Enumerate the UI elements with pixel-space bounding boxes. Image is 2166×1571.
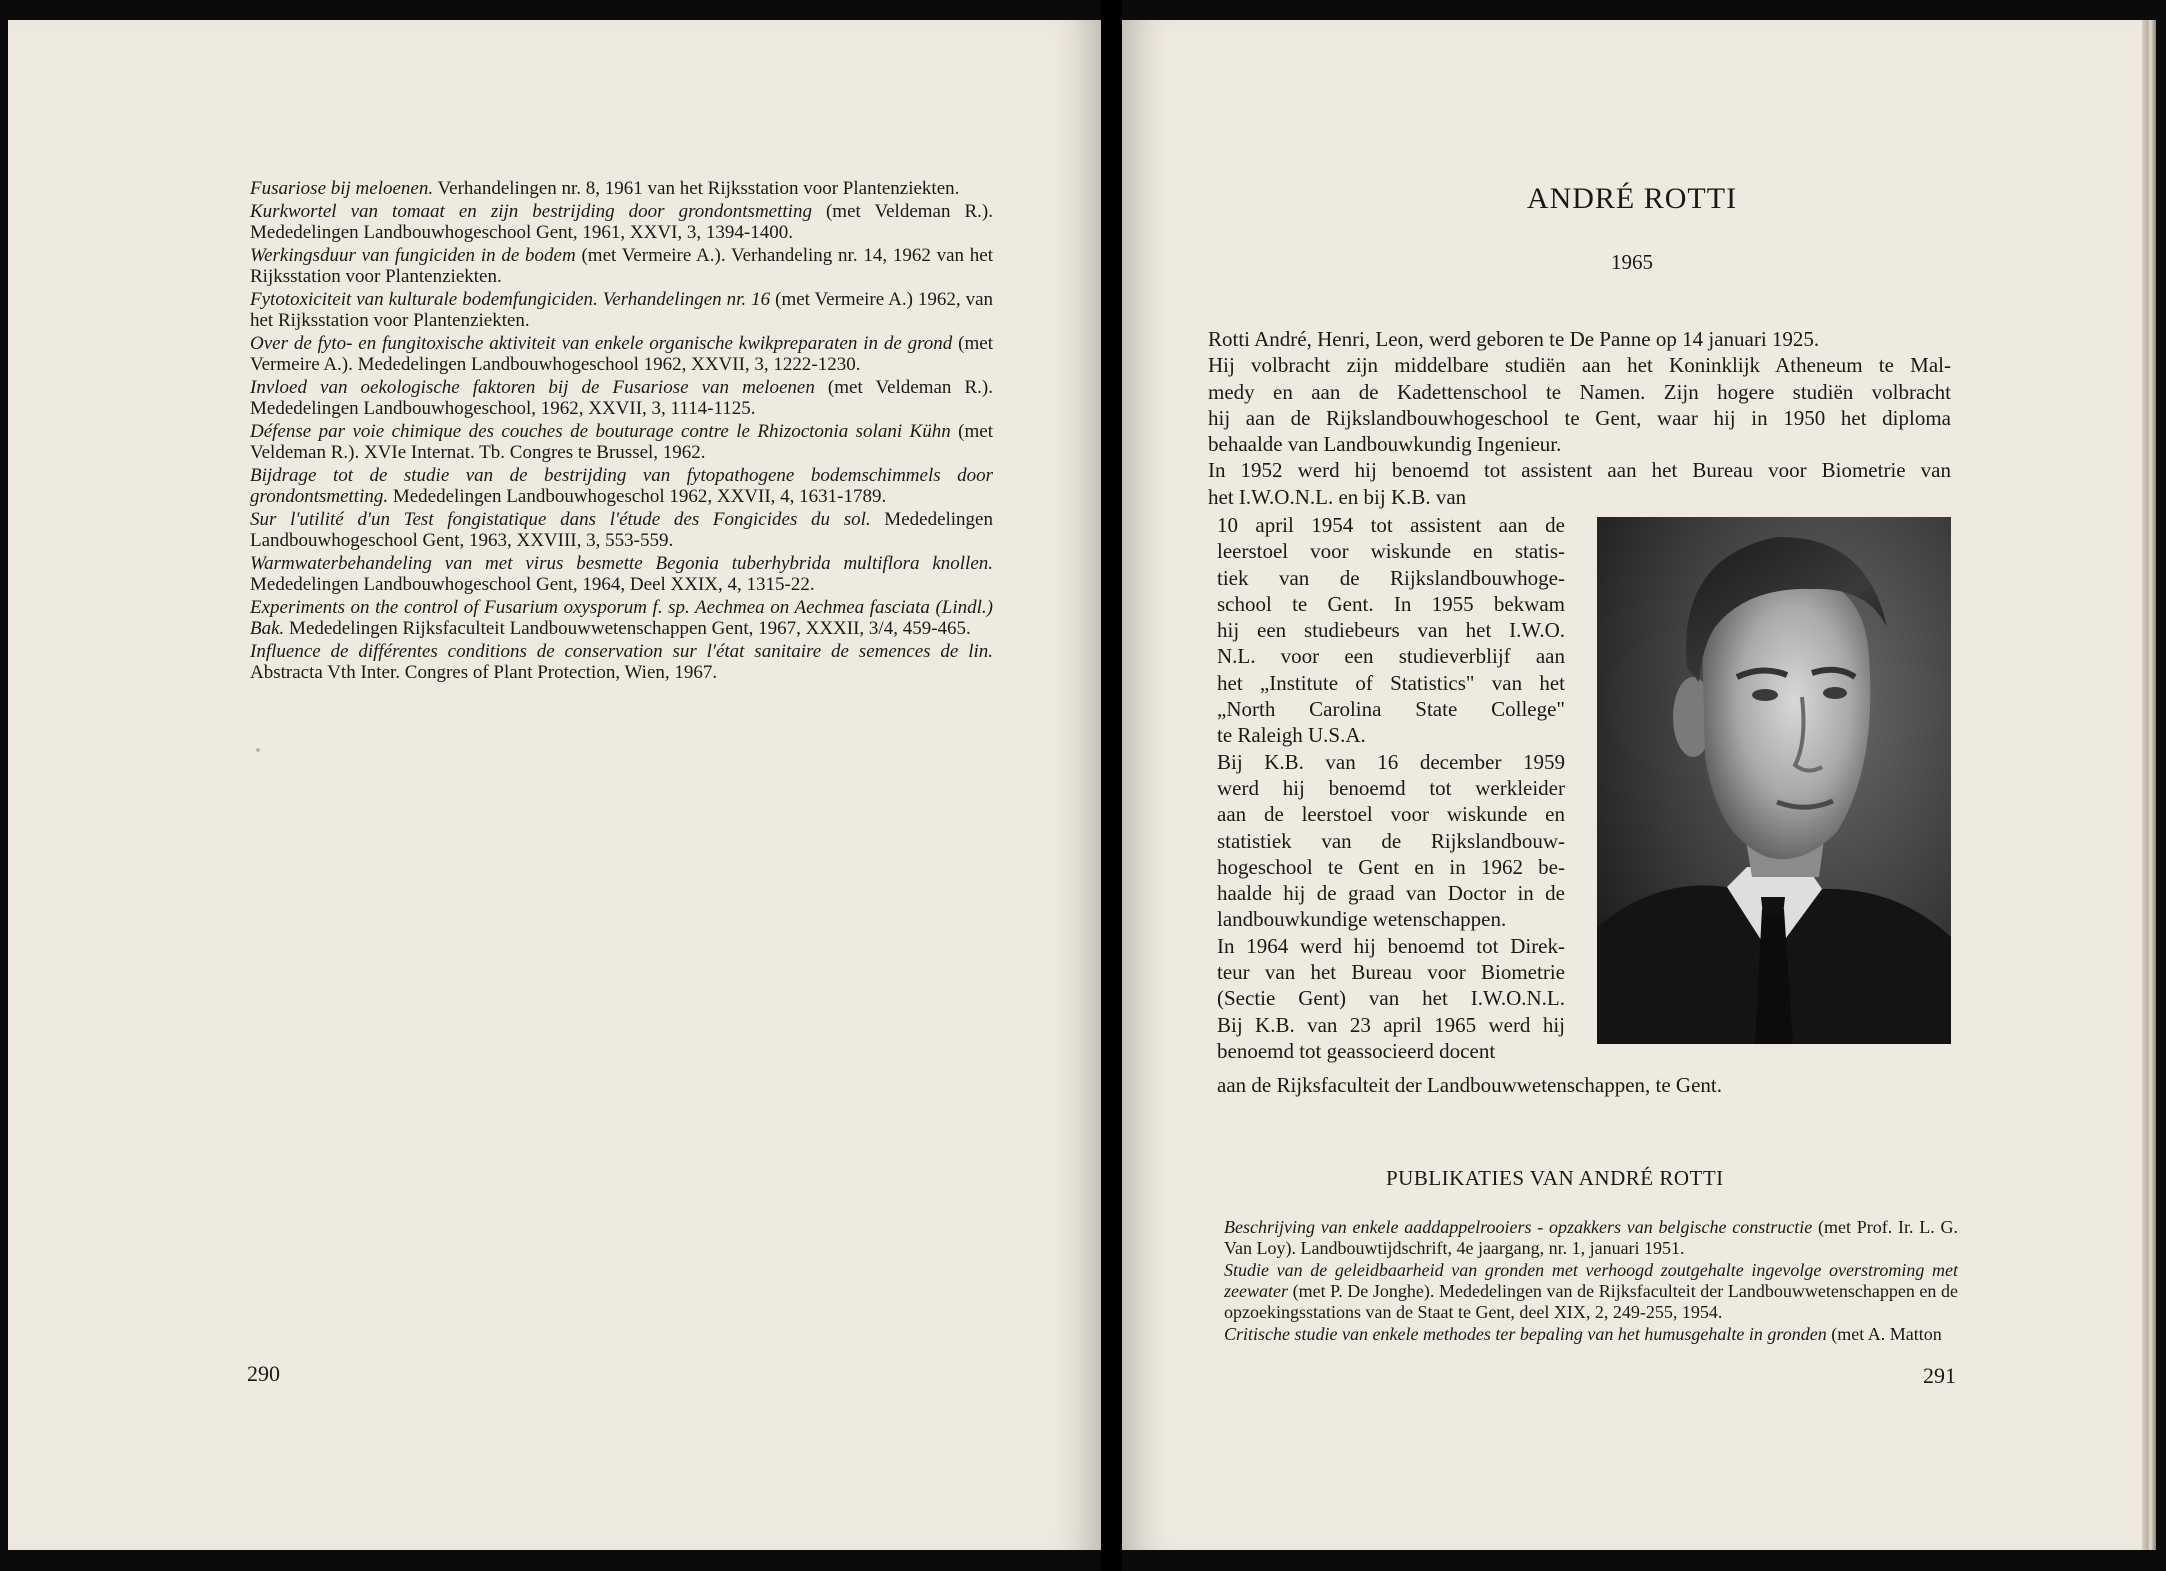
bibliography-entry bbox=[250, 333, 993, 376]
entry-title: Werkingsduur van fungiciden in de bodem bbox=[250, 244, 576, 266]
bibliography-entry bbox=[250, 289, 993, 332]
bibliography-entry bbox=[1224, 1260, 1958, 1323]
biography-line: benoemd tot geassocieerd docent bbox=[1217, 1038, 1496, 1063]
entry-details: Verhandelingen nr. 8, 1961 van het Rijksstation voor Plantenziekten. bbox=[433, 178, 960, 199]
biography-line: school te Gent. In 1955 bekwam bbox=[1217, 591, 1565, 616]
bibliography-entry bbox=[1224, 1324, 1958, 1345]
biography-line: In 1964 werd hij benoemd tot Direk- bbox=[1217, 933, 1565, 958]
entry-title: Défense par voie chimique des couches de bouturage contre le Rhizoctonia solani Kühn bbox=[250, 420, 951, 442]
biography-line: tiek van de Rijkslandbouwhoge- bbox=[1217, 565, 1565, 590]
bibliography-entry bbox=[250, 553, 993, 596]
biography-line: hogeschool te Gent en in 1962 be- bbox=[1217, 854, 1565, 879]
biography-line: (Sectie Gent) van het I.W.O.N.L. bbox=[1217, 986, 1565, 1011]
entry-title: Beschrijving van enkele aaddappelrooiers - opzakkers van belgische constructie bbox=[1224, 1217, 1813, 1237]
entry-details: (met Vermeire A.) 1962, van het Rijksstation voor Plantenziekten. bbox=[250, 288, 993, 331]
biography-line: aan de Rijksfaculteit der Landbouwwetenschappen, te Gent. bbox=[1217, 1073, 1722, 1097]
biography-line: hij aan de Rijkslandbouwhogeschool te Gent, waar hij in 1950 het diploma bbox=[1208, 405, 1951, 430]
page-edge bbox=[2142, 20, 2156, 1550]
bibliography-entry bbox=[250, 421, 993, 464]
entry-details: (met Veldeman R.). XVIe Internat. Tb. Congres te Brussel, 1962. bbox=[250, 420, 993, 463]
entry-details: Mededelingen Landbouwhogeschool Gent, 1963, XXVIII, 3, 553-559. bbox=[250, 508, 993, 551]
page-number-right: 291 bbox=[1923, 1363, 1956, 1388]
entry-details: Mededelingen Landbouwhogeschol 1962, XXVII, 4, 1631-1789. bbox=[388, 486, 887, 507]
entry-title: Bijdrage tot de studie van de bestrijding van fytopathogene bodemschimmels door grondontsmetting. bbox=[250, 464, 993, 507]
entry-title: Over de fyto- en fungitoxische aktiviteit van enkele organische kwikpreparaten in de grond bbox=[250, 332, 953, 354]
book-gutter bbox=[1101, 0, 1122, 1571]
biography-line: het I.W.O.N.L. en bij K.B. van bbox=[1208, 484, 1467, 509]
entry-details: (met Vermeire A.). Verhandeling nr. 14, 1962 van het Rijksstation voor Plantenziekten. bbox=[250, 244, 993, 287]
entry-details: Mededelingen Landbouwhogeschool Gent, 1964, Deel XXIX, 4, 1315-22. bbox=[250, 574, 815, 595]
entry-details: Mededelingen Rijksfaculteit Landbouwwetenschappen Gent, 1967, XXXII, 3/4, 459-465. bbox=[284, 618, 971, 639]
entry-details: (met A. Matton bbox=[1826, 1324, 1942, 1344]
entry-title: Influence de différentes conditions de conservation sur l'état sanitaire de semences de lin. bbox=[250, 640, 993, 662]
biography-top bbox=[1208, 326, 1951, 510]
biography-line: behaalde van Landbouwkundig Ingenieur. bbox=[1208, 432, 1562, 457]
bibliography-entry bbox=[250, 641, 993, 684]
biography-line: In 1952 werd hij benoemd tot assistent aan het Bureau voor Biometrie van bbox=[1208, 458, 1951, 483]
entry-details: (met Veldeman R.). Mededelingen Landbouwhogeschool Gent, 1961, XXVI, 3, 1394-1400. bbox=[250, 200, 993, 243]
right-bibliography bbox=[1224, 1217, 1958, 1346]
biography-line: landbouwkundige wetenschappen. bbox=[1217, 907, 1507, 932]
biography-line: statistiek van de Rijkslandbouw- bbox=[1217, 828, 1565, 853]
biography-line: Bij K.B. van 23 april 1965 werd hij bbox=[1217, 1012, 1565, 1037]
biography-line: haalde hij de graad van Doctor in de bbox=[1217, 881, 1565, 906]
entry-details: (met Prof. Ir. L. G. Van Loy). Landbouwtijdschrift, 4e jaargang, nr. 1, januari 1951. bbox=[1224, 1217, 1958, 1258]
bibliography-entry bbox=[250, 178, 993, 200]
entry-title: Warmwaterbehandeling van met virus besmette Begonia tuberhybrida multiflora knollen. bbox=[250, 552, 993, 574]
biography-line: het „Institute of Statistics" van het bbox=[1217, 670, 1565, 695]
entry-title: Fusariose bij meloenen. bbox=[250, 178, 434, 199]
biography-wrap bbox=[1217, 512, 1565, 1064]
bibliography-entry bbox=[250, 465, 993, 508]
biography-line: 10 april 1954 tot assistent aan de bbox=[1217, 513, 1565, 537]
entry-title: Studie van de geleidbaarheid van gronden met verhoogd zoutgehalte ingevolge overstroming met zeewater bbox=[1224, 1260, 1958, 1301]
publications-heading: PUBLIKATIES VAN ANDRÉ ROTTI bbox=[1386, 1166, 1724, 1190]
biography-line: aan de leerstoel voor wiskunde en bbox=[1217, 802, 1565, 827]
person-year: 1965 bbox=[1611, 250, 1653, 274]
entry-title: Critische studie van enkele methodes ter bepaling van het humusgehalte in gronden bbox=[1224, 1324, 1827, 1344]
bibliography-entry bbox=[1224, 1217, 1958, 1259]
biography-line: „North Carolina State College" bbox=[1217, 697, 1565, 722]
person-name: ANDRÉ ROTTI bbox=[1526, 182, 1738, 215]
biography-line: leerstoel voor wiskunde en statis- bbox=[1217, 539, 1565, 564]
left-bibliography bbox=[250, 178, 993, 685]
biography-line: teur van het Bureau voor Biometrie bbox=[1217, 960, 1565, 985]
portrait-photo-icon bbox=[1597, 517, 1951, 1044]
entry-title: Kurkwortel van tomaat en zijn bestrijding door grondontsmetting bbox=[250, 200, 812, 222]
entry-title: Fytotoxiciteit van kulturale bodemfungiciden. Verhandelingen nr. 16 bbox=[250, 288, 771, 310]
bibliography-entry bbox=[250, 245, 993, 288]
biography-line: Rotti André, Henri, Leon, werd geboren te De Panne op 14 januari 1925. bbox=[1208, 327, 1820, 351]
biography-line: hij een studiebeurs van het I.W.O. bbox=[1217, 618, 1565, 643]
entry-details: (met Vermeire A.). Mededelingen Landbouwhogeschool 1962, XXVII, 3, 1222-1230. bbox=[250, 332, 993, 375]
biography-line: Hij volbracht zijn middelbare studiën aan het Koninklijk Atheneum te Mal- bbox=[1208, 353, 1951, 378]
biography-line: N.L. voor een studieverblijf aan bbox=[1217, 644, 1565, 669]
entry-details: Abstracta Vth Inter. Congres of Plant Protection, Wien, 1967. bbox=[250, 662, 718, 683]
biography-line: Bij K.B. van 16 december 1959 bbox=[1217, 749, 1565, 774]
entry-title: Experiments on the control of Fusarium oxysporum f. sp. Aechmea on Aechmea fasciata (Lindl.) Bak. bbox=[250, 596, 993, 639]
entry-title: Sur l'utilité d'un Test fongistatique dans l'étude des Fongicides du sol. bbox=[250, 508, 871, 530]
page-number-left: 290 bbox=[247, 1361, 280, 1386]
biography-line: medy en aan de Kadettenschool te Namen. Zijn hogere studiën volbracht bbox=[1208, 379, 1951, 404]
biography-line: te Raleigh U.S.A. bbox=[1217, 723, 1366, 748]
bibliography-entry bbox=[250, 597, 993, 640]
biography-line: werd hij benoemd tot werkleider bbox=[1217, 775, 1565, 800]
bibliography-entry bbox=[250, 377, 993, 420]
entry-title: Invloed van oekologische faktoren bij de Fusariose van meloenen bbox=[250, 376, 815, 398]
biography-bottom bbox=[1217, 1072, 1957, 1098]
entry-details: (met Veldeman R.). Mededelingen Landbouwhogeschool, 1962, XXVII, 3, 1114-1125. bbox=[250, 376, 993, 419]
bibliography-entry bbox=[250, 509, 993, 552]
paper-speck bbox=[256, 748, 260, 752]
entry-details: (met P. De Jonghe). Mededelingen van de Rijksfaculteit der Landbouwwetenschappen en de opzoekingsstations van de Staat te Gent, deel XIX, 2, 249-255, 1954. bbox=[1224, 1281, 1958, 1322]
bibliography-entry bbox=[250, 201, 993, 244]
